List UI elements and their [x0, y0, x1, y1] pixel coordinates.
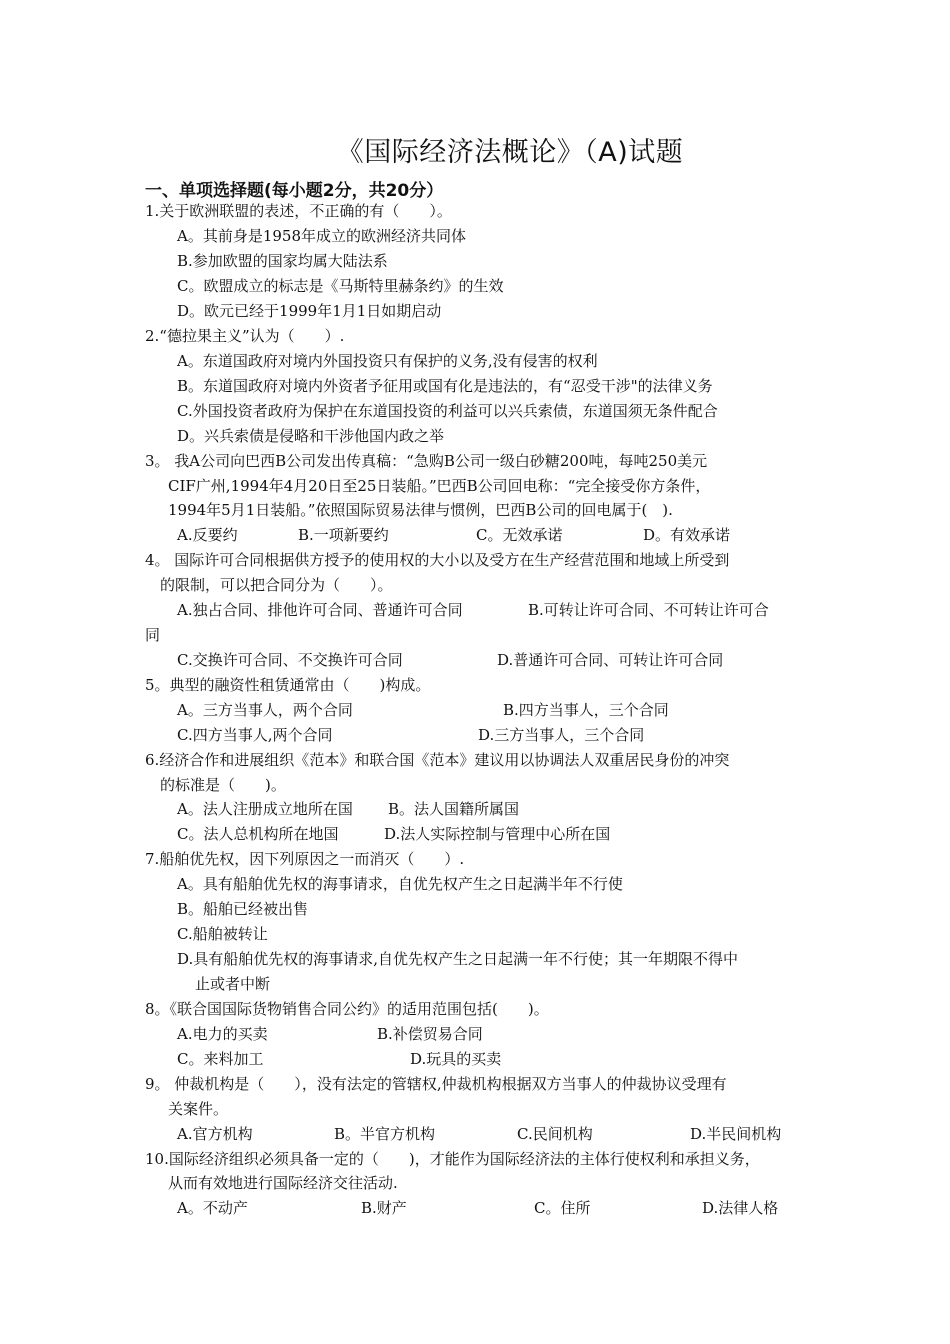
- question-1-text: 1.关于欧洲联盟的表述，不正确的有（ ）。: [145, 202, 452, 220]
- question-8-option-d: D.玩具的买卖: [410, 1050, 502, 1068]
- question-7-option-d: D.具有船舶优先权的海事请求,自优先权产生之日起满一年不行使；其一年期限不得中: [177, 950, 739, 968]
- question-4-text: 4。 国际许可合同根据供方授予的使用权的大小以及受方在生产经营范围和地域上所受到: [145, 551, 730, 569]
- question-8-option-a: A.电力的买卖: [177, 1025, 268, 1043]
- question-4-option-a: A.独占合同、排他许可合同、普通许可合同: [177, 601, 463, 619]
- question-10-option-c: C。住所: [534, 1199, 591, 1217]
- question-1-option-b: B.参加欧盟的国家均属大陆法系: [177, 252, 388, 270]
- question-7-option-a: A。具有船舶优先权的海事请求，自优先权产生之日起满半年不行使: [177, 875, 623, 893]
- question-3-option-d: D。有效承诺: [643, 526, 731, 544]
- question-5-option-d: D.三方当事人，三个合同: [478, 726, 645, 744]
- question-3-text-line-3: 1994年5月1日装船。”依照国际贸易法律与惯例，巴西B公司的回电属于( ).: [168, 501, 673, 519]
- question-5-text: 5。典型的融资性租赁通常由（ )构成。: [145, 676, 431, 694]
- question-9-option-a: A.官方机构: [177, 1125, 253, 1143]
- question-7-option-b: B。船舶已经被出售: [177, 900, 309, 918]
- question-6-option-c: C。法人总机构所在地国: [177, 825, 339, 843]
- question-3-option-b: B.一项新要约: [298, 526, 389, 544]
- question-6-text: 6.经济合作和进展组织《范本》和联合国《范本》建议用以协调法人双重居民身份的冲突: [145, 751, 730, 769]
- question-6-option-a: A。法人注册成立地所在国: [177, 800, 353, 818]
- question-9-option-d: D.半民间机构: [690, 1125, 782, 1143]
- question-5-option-a: A。三方当事人，两个合同: [177, 701, 353, 719]
- question-3-text: 3。 我A公司向巴西B公司发出传真稿：“急购B公司一级白砂糖200吨，每吨250美元: [145, 452, 708, 470]
- question-2-option-a: A。东道国政府对境内外国投资只有保护的义务,没有侵害的权利: [177, 352, 598, 370]
- question-10-option-a: A。不动产: [177, 1199, 248, 1217]
- question-4-option-c: C.交换许可合同、不交换许可合同: [177, 651, 403, 669]
- question-8-option-b: B.补偿贸易合同: [377, 1025, 483, 1043]
- question-6-option-b: B。法人国籍所属国: [388, 800, 520, 818]
- question-4-option-b: B.可转让许可合同、不可转让许可合: [528, 601, 769, 619]
- question-10-text: 10.国际经济组织必须具备一定的（ )，才能作为国际经济法的主体行使权利和承担义务，: [145, 1150, 760, 1168]
- question-9-option-c: C.民间机构: [517, 1125, 593, 1143]
- question-1-option-a: A。其前身是1958年成立的欧洲经济共同体: [177, 227, 467, 245]
- question-3-text-line-2: CIF广州,1994年4月20日至25日装船。”巴西B公司回电称：“完全接受你方条件，: [168, 477, 711, 495]
- question-2-text: 2.“德拉果主义”认为（ ）.: [145, 327, 345, 345]
- question-10-text-line-2: 从而有效地进行国际经济交往活动.: [168, 1174, 398, 1192]
- question-1-option-c: C。欧盟成立的标志是《马斯特里赫条约》的生效: [177, 277, 504, 295]
- question-7-option-c: C.船舶被转让: [177, 925, 268, 943]
- question-7-text: 7.船舶优先权，因下列原因之一而消灭（ ）.: [145, 850, 465, 868]
- question-5-option-b: B.四方当事人，三个合同: [503, 701, 669, 719]
- question-4-option-d: D.普通许可合同、可转让许可合同: [497, 651, 724, 669]
- question-3-option-c: C。无效承诺: [476, 526, 563, 544]
- question-10-option-b: B.财产: [361, 1199, 407, 1217]
- question-8-option-c: C。来料加工: [177, 1050, 264, 1068]
- question-5-option-c: C.四方当事人,两个合同: [177, 726, 333, 744]
- page-title: 《国际经济法概论》（A)试题: [336, 137, 684, 168]
- question-3-option-a: A.反要约: [177, 526, 238, 544]
- question-10-option-d: D.法律人格: [702, 1199, 779, 1217]
- question-2-option-d: D。兴兵索债是侵略和干涉他国内政之举: [177, 427, 445, 445]
- section-heading: 一、单项选择题(每小题2分，共20分）: [145, 181, 444, 201]
- question-2-option-b: B。东道国政府对境内外资者予征用或国有化是违法的，有“忍受干涉"的法律义务: [177, 377, 713, 395]
- question-9-text: 9。 仲裁机构是（ ），没有法定的管辖权,仲裁机构根据双方当事人的仲裁协议受理有: [145, 1075, 727, 1093]
- question-1-option-d: D。欧元已经于1999年1月1日如期启动: [177, 302, 442, 320]
- question-8-text: 8。《联合国国际货物销售合同公约》的适用范围包括( )。: [145, 1000, 549, 1018]
- question-6-text-line-2: 的标准是（ )。: [160, 776, 286, 794]
- question-2-option-c: C.外国投资者政府为保护在东道国投资的利益可以兴兵索债，东道国须无条件配合: [177, 402, 718, 420]
- question-6-option-d: D.法人实际控制与管理中心所在国: [384, 825, 611, 843]
- question-4-text-line-2: 的限制，可以把合同分为（ ）。: [160, 576, 393, 594]
- question-7-option-d-wrap: 止或者中断: [195, 975, 271, 993]
- question-4-option-b-wrap: 同: [145, 626, 161, 644]
- question-9-text-line-2: 关案件。: [168, 1100, 229, 1118]
- question-9-option-b: B。半官方机构: [334, 1125, 436, 1143]
